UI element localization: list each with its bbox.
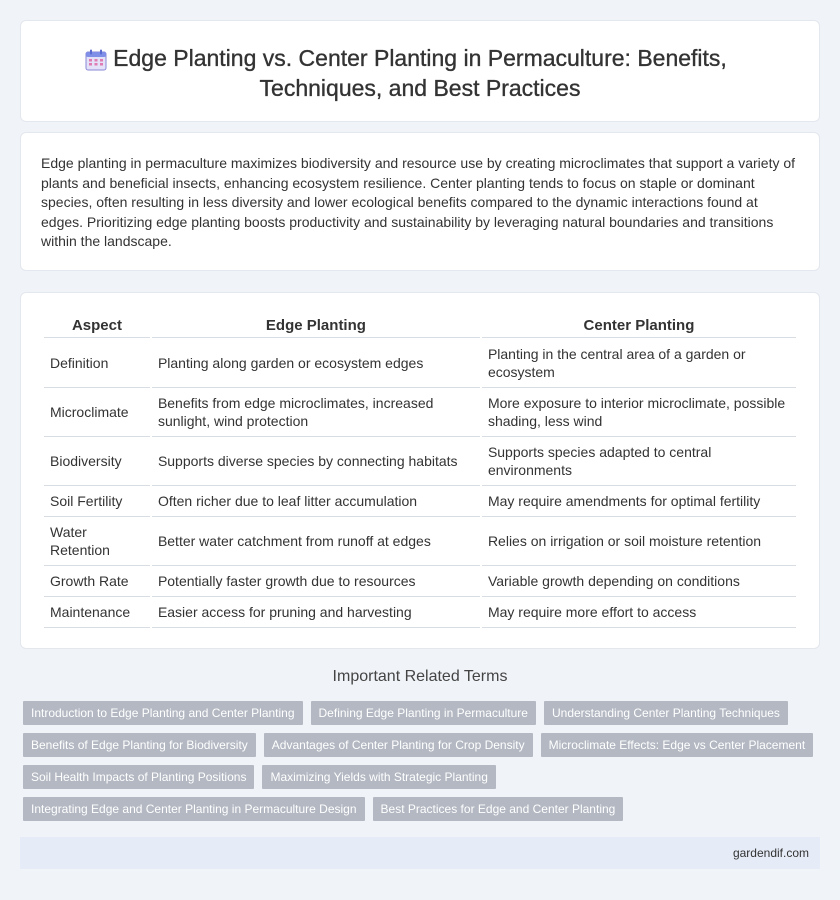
column-header-aspect: Aspect: [44, 313, 150, 338]
table-cell-edge: Potentially faster growth due to resources: [152, 566, 480, 597]
related-term-tag[interactable]: Advantages of Center Planting for Crop Density: [264, 733, 533, 757]
table-row: [44, 486, 796, 517]
related-terms-heading: Important Related Terms: [332, 668, 508, 685]
table-cell-aspect: Maintenance: [44, 597, 150, 628]
table-cell-center: May require amendments for optimal fertility: [482, 486, 796, 517]
table-cell-aspect: Microclimate: [44, 388, 150, 437]
table-row: [44, 597, 796, 628]
table-cell-center: May require more effort to access: [482, 597, 796, 628]
table-cell-aspect: Biodiversity: [44, 437, 150, 486]
table-cell-center: Relies on irrigation or soil moisture retention: [482, 517, 796, 566]
footer-site-link[interactable]: gardendif.com: [732, 846, 809, 860]
related-term-tag[interactable]: Defining Edge Planting in Permaculture: [311, 701, 536, 725]
table-cell-center: Planting in the central area of a garden or ecosystem: [482, 338, 796, 388]
table-cell-aspect: Soil Fertility: [44, 486, 150, 517]
table-cell-aspect: Growth Rate: [44, 566, 150, 597]
intro-card: [20, 132, 820, 271]
table-cell-aspect: Definition: [44, 338, 150, 388]
table-row: [44, 566, 796, 597]
related-term-tag[interactable]: Understanding Center Planting Techniques: [544, 701, 788, 725]
intro-paragraph: Edge planting in permaculture maximizes biodiversity and resource use by creating microclimates that support a variety of plants and beneficial insects, enhancing ecosystem resilience. Center planting tends to focus on staple or dominant species, often resulting in less diversity and lower ecological benefits compared to the dynamic interactions found at edges. Prioritizing edge planting boosts productivity and sustainability by leveraging natural boundaries and transitions within the landscape.: [41, 155, 796, 249]
footer: [20, 837, 820, 869]
related-term-tag[interactable]: Maximizing Yields with Strategic Planting: [262, 765, 495, 789]
related-term-tag[interactable]: Introduction to Edge Planting and Center Planting: [23, 701, 303, 725]
page-title: Edge Planting vs. Center Planting in Permaculture: Benefits, Techniques, and Best Practices: [113, 45, 727, 101]
table-header-row: [44, 313, 796, 338]
column-header-center: Center Planting: [482, 313, 796, 338]
related-term-tag[interactable]: Best Practices for Edge and Center Planting: [373, 797, 624, 821]
table-row: [44, 388, 796, 437]
table-cell-edge: Often richer due to leaf litter accumulation: [152, 486, 480, 517]
table-cell-center: Variable growth depending on conditions: [482, 566, 796, 597]
related-term-tag[interactable]: Soil Health Impacts of Planting Positions: [23, 765, 254, 789]
header-card: [20, 20, 820, 122]
table-cell-edge: Better water catchment from runoff at edges: [152, 517, 480, 566]
table-row: [44, 437, 796, 486]
related-term-tag[interactable]: Integrating Edge and Center Planting in Permaculture Design: [23, 797, 365, 821]
related-term-tag[interactable]: Benefits of Edge Planting for Biodiversity: [23, 733, 256, 757]
column-header-edge: Edge Planting: [152, 313, 480, 338]
comparison-table: [42, 313, 798, 628]
table-cell-aspect: Water Retention: [44, 517, 150, 566]
related-term-tag[interactable]: Microclimate Effects: Edge vs Center Placement: [541, 733, 814, 757]
table-cell-edge: Supports diverse species by connecting habitats: [152, 437, 480, 486]
table-cell-center: Supports species adapted to central environments: [482, 437, 796, 486]
related-terms-list: [23, 701, 823, 829]
table-row: [44, 517, 796, 566]
table-row: [44, 338, 796, 388]
comparison-table-card: [20, 292, 820, 649]
table-cell-edge: Planting along garden or ecosystem edges: [152, 338, 480, 388]
table-cell-edge: Easier access for pruning and harvesting: [152, 597, 480, 628]
table-cell-edge: Benefits from edge microclimates, increased sunlight, wind protection: [152, 388, 480, 437]
table-cell-center: More exposure to interior microclimate, possible shading, less wind: [482, 388, 796, 437]
